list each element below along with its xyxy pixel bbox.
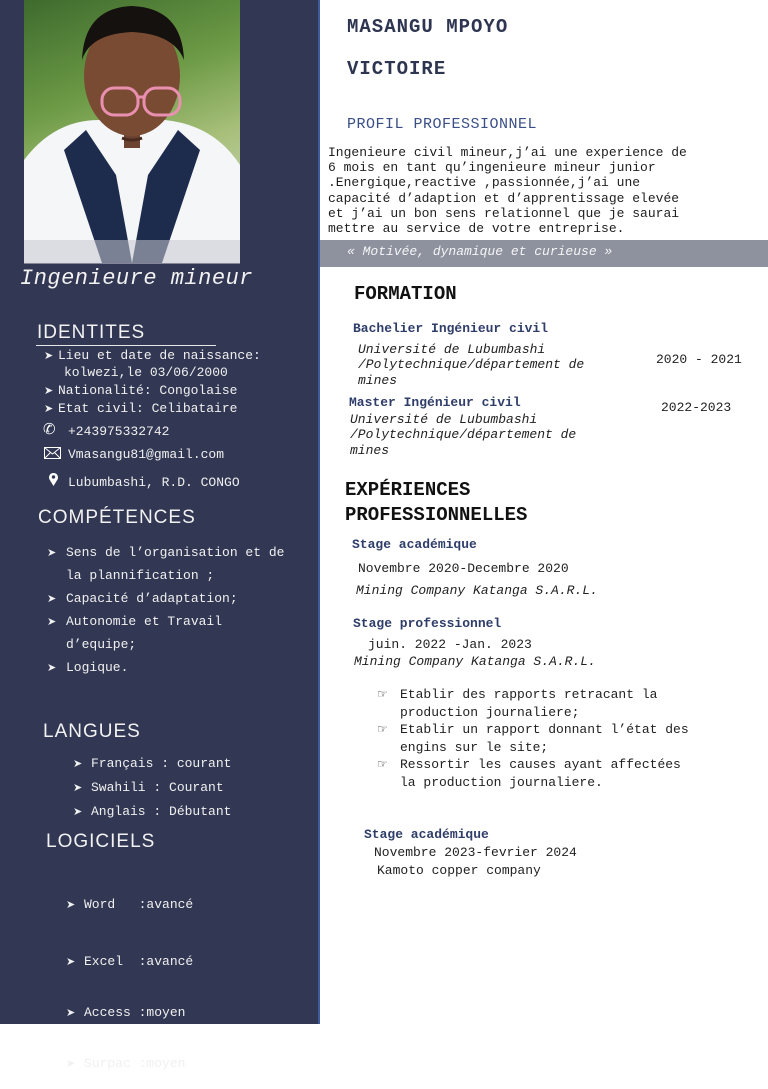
arrowhead-icon: ➤ [47, 592, 57, 605]
skills-list [47, 541, 284, 679]
map-pin-icon [48, 472, 59, 491]
pointing-hand-icon: ☞ [377, 687, 388, 701]
arrowhead-icon: ➤ [66, 1006, 76, 1019]
software-item: ➤ Word :avancé [66, 897, 194, 912]
arrowhead-icon: ➤ [73, 805, 83, 818]
name-line-1: MASANGU MPOYO [347, 16, 509, 38]
civil-status-item [44, 400, 237, 417]
skills-heading: COMPÉTENCES [38, 507, 196, 528]
skill-item: ➤ Logique. [47, 656, 284, 679]
nationality-item [44, 382, 237, 399]
phone-icon: ✆ [43, 420, 56, 438]
education-heading: FORMATION [354, 283, 457, 305]
arrowhead-icon: ➤ [66, 955, 76, 968]
software-list [66, 862, 193, 1089]
software-item: ➤ Excel :avancé [66, 954, 194, 969]
arrowhead-icon: ➤ [73, 781, 83, 794]
arrowhead-icon: ➤ [47, 546, 57, 559]
experience-company: Mining Company Katanga S.A.R.L. [356, 583, 598, 598]
birth-item [44, 347, 261, 381]
civil-status-text: Etat civil: Celibataire [58, 401, 238, 416]
education-title: Bachelier Ingénieur civil [353, 321, 549, 336]
education-school: Université de Lubumbashi /Polytechnique/département de mines [358, 342, 585, 388]
education-years: 2022-2023 [661, 400, 732, 415]
languages-heading: LANGUES [43, 721, 141, 742]
skill-item: ➤ Sens de l’organisation et de [47, 541, 284, 564]
education-title: Master Ingénieur civil [349, 395, 521, 410]
arrowhead-icon: ➤ [66, 1057, 76, 1070]
profile-quote: « Motivée, dynamique et curieuse » [347, 244, 613, 259]
experience-period: juin. 2022 -Jan. 2023 [368, 637, 532, 652]
software-heading: LOGICIELS [46, 831, 156, 852]
skill-item: ➤ Capacité d’adaptation; [47, 587, 284, 610]
software-item: ➤ Access :moyen [66, 1005, 186, 1020]
language-item: ➤ Français : courant [73, 752, 231, 776]
skill-item: ➤ Autonomie et Travail [47, 610, 284, 633]
arrowhead-icon: ➤ [44, 384, 54, 397]
task-item: ☞ Etablir des rapports retracant la production journaliere; [377, 687, 658, 720]
pointing-hand-icon: ☞ [377, 757, 388, 771]
job-title: Ingenieure mineur [20, 266, 253, 291]
profile-summary: Ingenieure civil mineur,j’ai une experience de 6 mois en tant qu’ingenieure mineur junior .Energique,reactive ,passionnée,j’ai une capacité d’adaption et d’apprentissage elevée et j’ai un bon sens relationnel que je saurai mettre au service de votre entreprise. [328, 145, 687, 237]
photo-caption-strip [24, 240, 240, 264]
software-item: ➤ Surpac :moyen [66, 1056, 186, 1071]
arrowhead-icon: ➤ [47, 615, 57, 628]
experience-period: Novembre 2023-fevrier 2024 [374, 845, 577, 860]
envelope-icon [44, 445, 61, 463]
experience-title: Stage académique [364, 827, 489, 842]
birth-label: Lieu et date de naissance: [58, 348, 261, 363]
location-text: Lubumbashi, R.D. CONGO [68, 475, 240, 490]
birth-value: kolwezi,le 03/06/2000 [64, 365, 228, 380]
skill-item-continuation: la plannification ; [66, 568, 215, 583]
education-school: Université de Lubumbashi /Polytechnique/département de mines [350, 412, 577, 458]
email-address[interactable]: Vmasangu81@gmail.com [68, 447, 225, 462]
education-years: 2020 - 2021 [656, 352, 742, 367]
language-item: ➤ Swahili : Courant [73, 776, 231, 800]
arrowhead-icon: ➤ [47, 661, 57, 674]
portrait-illustration [24, 0, 240, 263]
profile-heading: PROFIL PROFESSIONNEL [347, 116, 538, 133]
experience-tasks [377, 686, 727, 791]
experience-period: Novembre 2020-Decembre 2020 [358, 561, 569, 576]
identity-heading: IDENTITES [37, 322, 146, 343]
skill-item-continuation: d’equipe; [66, 637, 137, 652]
experience-heading-line-1: EXPÉRIENCES [345, 479, 471, 501]
language-item: ➤ Anglais : Débutant [73, 800, 231, 824]
experience-company: Mining Company Katanga S.A.R.L. [354, 654, 596, 669]
arrowhead-icon: ➤ [44, 349, 54, 362]
phone-number[interactable]: +243975332742 [68, 424, 170, 439]
arrowhead-icon: ➤ [66, 898, 76, 911]
nationality-text: Nationalité: Congolaise [58, 383, 238, 398]
arrowhead-icon: ➤ [44, 402, 54, 415]
experience-title: Stage académique [352, 537, 477, 552]
task-item: ☞ Etablir un rapport donnant l’état des engins sur le site; [377, 722, 689, 755]
experience-heading-line-2: PROFESSIONNELLES [345, 504, 528, 526]
sidebar-divider [318, 0, 320, 1024]
task-item: ☞ Ressortir les causes ayant affectées la production journaliere. [377, 757, 681, 790]
languages-list [73, 752, 231, 824]
profile-photo [24, 0, 240, 263]
experience-company: Kamoto copper company [377, 863, 541, 878]
name-line-2: VICTOIRE [347, 58, 447, 80]
experience-title: Stage professionnel [353, 616, 502, 631]
pointing-hand-icon: ☞ [377, 722, 388, 736]
arrowhead-icon: ➤ [73, 757, 83, 770]
identity-heading-underline [36, 345, 216, 346]
